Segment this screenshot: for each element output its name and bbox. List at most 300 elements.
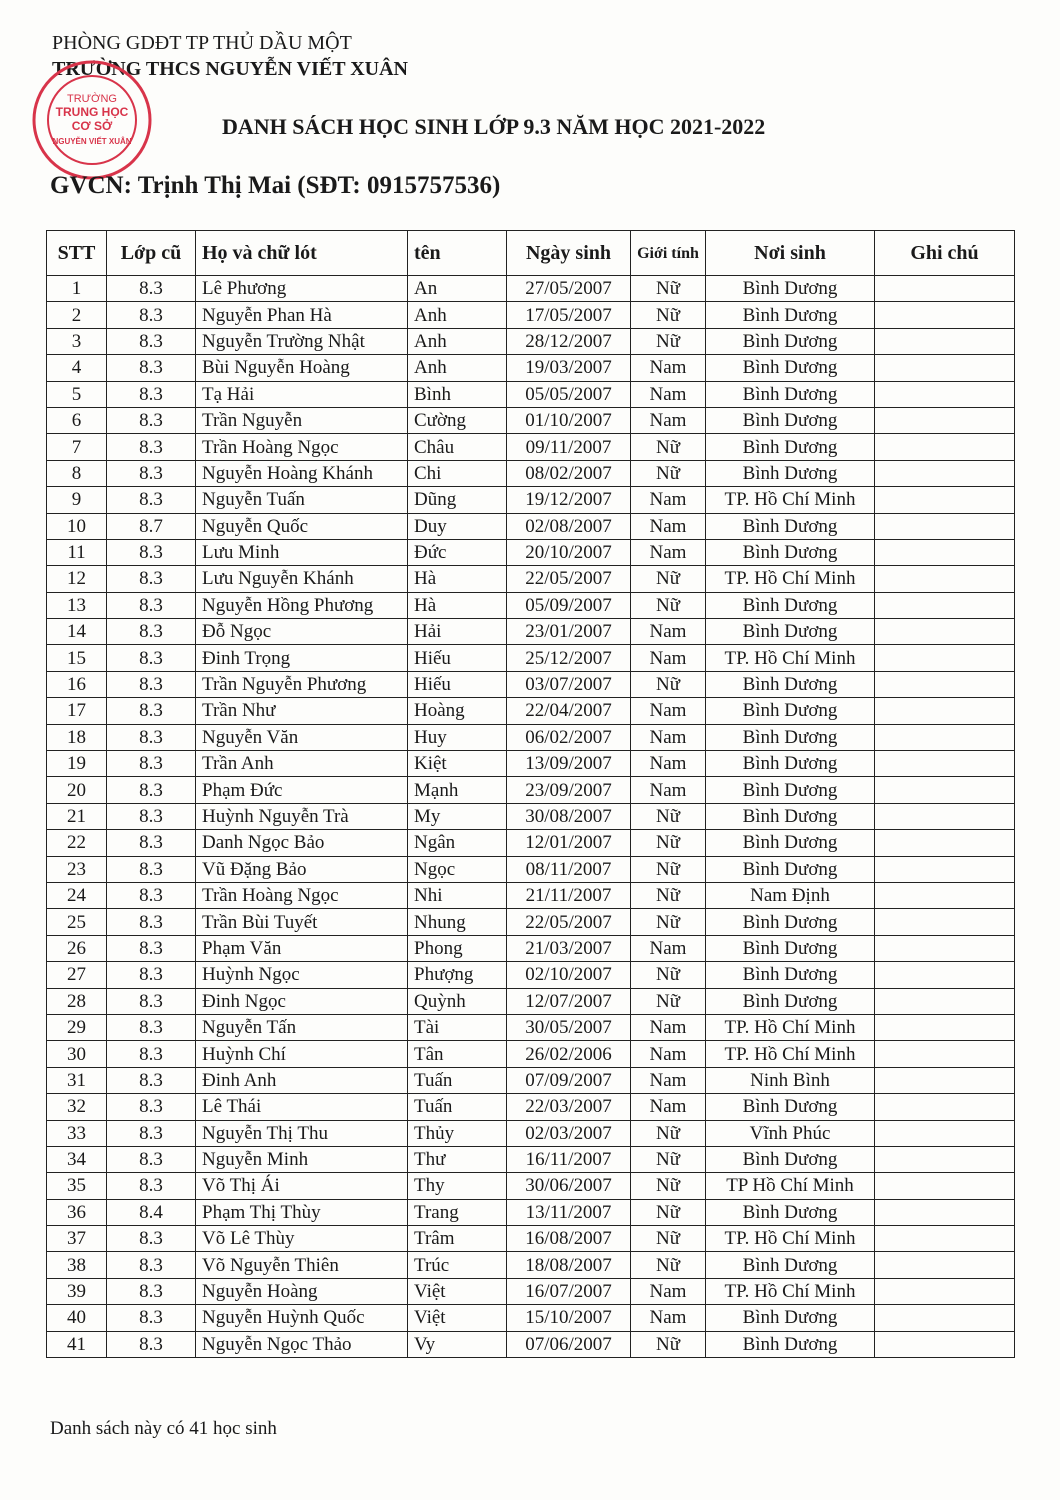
cell-given-name: Trúc xyxy=(408,1252,507,1278)
cell-birth-place: Bình Dương xyxy=(706,698,875,724)
table-row xyxy=(47,1226,1015,1252)
cell-note xyxy=(875,988,1015,1014)
cell-old-class: 8.3 xyxy=(107,487,196,513)
cell-stt: 39 xyxy=(47,1278,107,1304)
cell-old-class: 8.3 xyxy=(107,1067,196,1093)
cell-gender: Nữ xyxy=(631,882,706,908)
table-row xyxy=(47,487,1015,513)
cell-birth-date: 21/03/2007 xyxy=(507,935,631,961)
cell-birth-place: Bình Dương xyxy=(706,909,875,935)
cell-gender: Nữ xyxy=(631,962,706,988)
col-note: Ghi chú xyxy=(875,231,1015,276)
table-row xyxy=(47,592,1015,618)
cell-stt: 1 xyxy=(47,276,107,302)
cell-given-name: Anh xyxy=(408,302,507,328)
cell-old-class: 8.3 xyxy=(107,830,196,856)
cell-stt: 14 xyxy=(47,619,107,645)
cell-birth-date: 06/02/2007 xyxy=(507,724,631,750)
cell-birth-place: Bình Dương xyxy=(706,962,875,988)
cell-given-name: Thư xyxy=(408,1146,507,1172)
cell-stt: 35 xyxy=(47,1173,107,1199)
cell-old-class: 8.3 xyxy=(107,856,196,882)
table-row xyxy=(47,1331,1015,1357)
cell-note xyxy=(875,381,1015,407)
cell-birth-place: TP. Hồ Chí Minh xyxy=(706,566,875,592)
cell-gender: Nam xyxy=(631,777,706,803)
cell-given-name: Cường xyxy=(408,407,507,433)
cell-note xyxy=(875,539,1015,565)
cell-note xyxy=(875,909,1015,935)
cell-gender: Nam xyxy=(631,935,706,961)
cell-old-class: 8.3 xyxy=(107,909,196,935)
cell-old-class: 8.3 xyxy=(107,698,196,724)
cell-old-class: 8.3 xyxy=(107,434,196,460)
cell-birth-date: 02/03/2007 xyxy=(507,1120,631,1146)
cell-birth-place: TP. Hồ Chí Minh xyxy=(706,1226,875,1252)
table-row xyxy=(47,724,1015,750)
cell-birth-date: 08/02/2007 xyxy=(507,460,631,486)
cell-gender: Nam xyxy=(631,539,706,565)
cell-given-name: Tân xyxy=(408,1041,507,1067)
cell-surname: Tạ Hải xyxy=(196,381,408,407)
cell-note xyxy=(875,698,1015,724)
cell-gender: Nam xyxy=(631,513,706,539)
cell-gender: Nữ xyxy=(631,1199,706,1225)
cell-birth-place: Bình Dương xyxy=(706,1094,875,1120)
table-row xyxy=(47,434,1015,460)
school-name: TRƯỜNG THCS NGUYỄN VIẾT XUÂN xyxy=(52,58,408,80)
cell-old-class: 8.3 xyxy=(107,962,196,988)
cell-stt: 40 xyxy=(47,1305,107,1331)
col-stt: STT xyxy=(47,231,107,276)
cell-birth-place: Bình Dương xyxy=(706,302,875,328)
cell-birth-place: Bình Dương xyxy=(706,803,875,829)
cell-gender: Nữ xyxy=(631,1226,706,1252)
cell-surname: Phạm Đức xyxy=(196,777,408,803)
cell-gender: Nữ xyxy=(631,1120,706,1146)
cell-stt: 12 xyxy=(47,566,107,592)
cell-birth-place: TP. Hồ Chí Minh xyxy=(706,1278,875,1304)
table-row xyxy=(47,355,1015,381)
cell-gender: Nam xyxy=(631,355,706,381)
cell-gender: Nữ xyxy=(631,1146,706,1172)
cell-stt: 17 xyxy=(47,698,107,724)
cell-gender: Nữ xyxy=(631,1331,706,1357)
cell-birth-date: 16/07/2007 xyxy=(507,1278,631,1304)
table-body xyxy=(47,276,1015,1358)
cell-birth-date: 13/09/2007 xyxy=(507,751,631,777)
cell-note xyxy=(875,803,1015,829)
cell-gender: Nam xyxy=(631,1014,706,1040)
cell-note xyxy=(875,1173,1015,1199)
cell-old-class: 8.3 xyxy=(107,803,196,829)
cell-birth-place: Vĩnh Phúc xyxy=(706,1120,875,1146)
department-name: PHÒNG GDĐT TP THỦ DẦU MỘT xyxy=(52,32,352,54)
cell-surname: Trần Hoàng Ngọc xyxy=(196,882,408,908)
cell-note xyxy=(875,1305,1015,1331)
cell-stt: 31 xyxy=(47,1067,107,1093)
cell-note xyxy=(875,962,1015,988)
cell-birth-date: 16/11/2007 xyxy=(507,1146,631,1172)
cell-surname: Nguyễn Trường Nhật xyxy=(196,328,408,354)
cell-given-name: Châu xyxy=(408,434,507,460)
cell-given-name: Kiệt xyxy=(408,751,507,777)
cell-birth-place: Bình Dương xyxy=(706,434,875,460)
col-gender: Giới tính xyxy=(631,231,706,276)
cell-old-class: 8.3 xyxy=(107,1041,196,1067)
cell-birth-place: Bình Dương xyxy=(706,539,875,565)
cell-birth-date: 22/03/2007 xyxy=(507,1094,631,1120)
cell-surname: Nguyễn Hoàng Khánh xyxy=(196,460,408,486)
col-old-class: Lớp cũ xyxy=(107,231,196,276)
col-given-name: tên xyxy=(408,231,507,276)
cell-note xyxy=(875,592,1015,618)
table-row xyxy=(47,1252,1015,1278)
table-row xyxy=(47,619,1015,645)
cell-birth-date: 07/09/2007 xyxy=(507,1067,631,1093)
cell-gender: Nữ xyxy=(631,988,706,1014)
cell-gender: Nữ xyxy=(631,856,706,882)
cell-old-class: 8.3 xyxy=(107,1146,196,1172)
cell-birth-date: 30/06/2007 xyxy=(507,1173,631,1199)
cell-stt: 5 xyxy=(47,381,107,407)
cell-birth-date: 15/10/2007 xyxy=(507,1305,631,1331)
table-row xyxy=(47,1014,1015,1040)
cell-note xyxy=(875,487,1015,513)
cell-surname: Nguyễn Tấn xyxy=(196,1014,408,1040)
cell-note xyxy=(875,671,1015,697)
cell-birth-place: Bình Dương xyxy=(706,1331,875,1357)
cell-birth-place: Bình Dương xyxy=(706,830,875,856)
cell-old-class: 8.3 xyxy=(107,671,196,697)
cell-birth-place: Bình Dương xyxy=(706,1305,875,1331)
cell-old-class: 8.3 xyxy=(107,1014,196,1040)
cell-birth-place: TP Hồ Chí Minh xyxy=(706,1173,875,1199)
col-birth-place: Nơi sinh xyxy=(706,231,875,276)
cell-old-class: 8.3 xyxy=(107,751,196,777)
cell-gender: Nữ xyxy=(631,566,706,592)
cell-birth-date: 27/05/2007 xyxy=(507,276,631,302)
cell-given-name: Phong xyxy=(408,935,507,961)
cell-gender: Nam xyxy=(631,487,706,513)
cell-stt: 19 xyxy=(47,751,107,777)
cell-stt: 16 xyxy=(47,671,107,697)
cell-birth-place: Bình Dương xyxy=(706,355,875,381)
cell-stt: 28 xyxy=(47,988,107,1014)
cell-gender: Nam xyxy=(631,619,706,645)
cell-surname: Danh Ngọc Bảo xyxy=(196,830,408,856)
cell-stt: 24 xyxy=(47,882,107,908)
table-row xyxy=(47,803,1015,829)
cell-stt: 11 xyxy=(47,539,107,565)
cell-gender: Nam xyxy=(631,698,706,724)
cell-gender: Nam xyxy=(631,751,706,777)
cell-birth-place: Bình Dương xyxy=(706,935,875,961)
cell-gender: Nữ xyxy=(631,671,706,697)
cell-note xyxy=(875,645,1015,671)
cell-stt: 27 xyxy=(47,962,107,988)
table-row xyxy=(47,1041,1015,1067)
cell-birth-place: Bình Dương xyxy=(706,276,875,302)
cell-birth-place: Bình Dương xyxy=(706,671,875,697)
cell-surname: Huỳnh Chí xyxy=(196,1041,408,1067)
cell-stt: 23 xyxy=(47,856,107,882)
cell-surname: Đinh Anh xyxy=(196,1067,408,1093)
student-list-table xyxy=(46,230,1015,1358)
cell-birth-date: 30/08/2007 xyxy=(507,803,631,829)
cell-old-class: 8.3 xyxy=(107,328,196,354)
cell-surname: Trần Anh xyxy=(196,751,408,777)
cell-surname: Nguyễn Quốc xyxy=(196,513,408,539)
cell-stt: 4 xyxy=(47,355,107,381)
col-surname: Họ và chữ lót xyxy=(196,231,408,276)
cell-stt: 30 xyxy=(47,1041,107,1067)
cell-given-name: Trâm xyxy=(408,1226,507,1252)
cell-stt: 38 xyxy=(47,1252,107,1278)
cell-birth-date: 22/05/2007 xyxy=(507,909,631,935)
cell-note xyxy=(875,460,1015,486)
cell-birth-date: 03/07/2007 xyxy=(507,671,631,697)
cell-old-class: 8.3 xyxy=(107,1331,196,1357)
cell-stt: 37 xyxy=(47,1226,107,1252)
cell-surname: Trần Hoàng Ngọc xyxy=(196,434,408,460)
cell-given-name: Trang xyxy=(408,1199,507,1225)
cell-surname: Võ Lê Thùy xyxy=(196,1226,408,1252)
cell-given-name: Hải xyxy=(408,619,507,645)
cell-birth-date: 02/10/2007 xyxy=(507,962,631,988)
cell-birth-place: Bình Dương xyxy=(706,592,875,618)
cell-stt: 9 xyxy=(47,487,107,513)
cell-birth-place: Bình Dương xyxy=(706,619,875,645)
cell-gender: Nữ xyxy=(631,434,706,460)
cell-birth-date: 07/06/2007 xyxy=(507,1331,631,1357)
cell-note xyxy=(875,355,1015,381)
cell-note xyxy=(875,1014,1015,1040)
cell-stt: 15 xyxy=(47,645,107,671)
table-row xyxy=(47,381,1015,407)
cell-given-name: Hà xyxy=(408,592,507,618)
cell-stt: 8 xyxy=(47,460,107,486)
cell-given-name: Nhi xyxy=(408,882,507,908)
cell-gender: Nam xyxy=(631,1305,706,1331)
cell-old-class: 8.3 xyxy=(107,1252,196,1278)
cell-surname: Nguyễn Phan Hà xyxy=(196,302,408,328)
cell-given-name: Ngân xyxy=(408,830,507,856)
cell-birth-date: 26/02/2006 xyxy=(507,1041,631,1067)
cell-given-name: Duy xyxy=(408,513,507,539)
seal-line4: NGUYỄN VIẾT XUÂN xyxy=(52,137,132,146)
cell-birth-date: 21/11/2007 xyxy=(507,882,631,908)
cell-surname: Huỳnh Nguyễn Trà xyxy=(196,803,408,829)
table-row xyxy=(47,962,1015,988)
cell-surname: Lưu Minh xyxy=(196,539,408,565)
cell-given-name: My xyxy=(408,803,507,829)
cell-birth-date: 12/07/2007 xyxy=(507,988,631,1014)
seal-line3: CƠ SỞ xyxy=(71,119,113,133)
table-row xyxy=(47,1199,1015,1225)
cell-surname: Phạm Văn xyxy=(196,935,408,961)
table-row xyxy=(47,1146,1015,1172)
cell-given-name: Phượng xyxy=(408,962,507,988)
cell-birth-date: 12/01/2007 xyxy=(507,830,631,856)
cell-stt: 36 xyxy=(47,1199,107,1225)
cell-old-class: 8.3 xyxy=(107,645,196,671)
cell-birth-date: 25/12/2007 xyxy=(507,645,631,671)
table-row xyxy=(47,777,1015,803)
cell-gender: Nữ xyxy=(631,803,706,829)
cell-given-name: Quỳnh xyxy=(408,988,507,1014)
cell-note xyxy=(875,513,1015,539)
cell-stt: 7 xyxy=(47,434,107,460)
cell-birth-date: 20/10/2007 xyxy=(507,539,631,565)
cell-birth-date: 05/09/2007 xyxy=(507,592,631,618)
cell-given-name: Mạnh xyxy=(408,777,507,803)
cell-note xyxy=(875,1041,1015,1067)
cell-birth-place: TP. Hồ Chí Minh xyxy=(706,1014,875,1040)
table-header-row xyxy=(47,231,1015,276)
cell-birth-date: 28/12/2007 xyxy=(507,328,631,354)
cell-gender: Nam xyxy=(631,1041,706,1067)
cell-gender: Nữ xyxy=(631,592,706,618)
cell-note xyxy=(875,1094,1015,1120)
cell-given-name: Thy xyxy=(408,1173,507,1199)
cell-surname: Phạm Thị Thùy xyxy=(196,1199,408,1225)
cell-note xyxy=(875,935,1015,961)
cell-birth-place: Nam Định xyxy=(706,882,875,908)
cell-old-class: 8.3 xyxy=(107,276,196,302)
cell-surname: Huỳnh Ngọc xyxy=(196,962,408,988)
cell-gender: Nữ xyxy=(631,276,706,302)
table-row xyxy=(47,328,1015,354)
seal-line2: TRUNG HỌC xyxy=(55,105,129,119)
cell-birth-place: Bình Dương xyxy=(706,724,875,750)
table-row xyxy=(47,1067,1015,1093)
cell-note xyxy=(875,566,1015,592)
cell-surname: Nguyễn Minh xyxy=(196,1146,408,1172)
cell-surname: Lê Thái xyxy=(196,1094,408,1120)
cell-note xyxy=(875,302,1015,328)
cell-birth-place: Bình Dương xyxy=(706,1199,875,1225)
cell-birth-place: Bình Dương xyxy=(706,751,875,777)
cell-old-class: 8.3 xyxy=(107,539,196,565)
cell-note xyxy=(875,777,1015,803)
cell-old-class: 8.3 xyxy=(107,777,196,803)
cell-note xyxy=(875,1252,1015,1278)
cell-surname: Võ Thị Ái xyxy=(196,1173,408,1199)
table-row xyxy=(47,751,1015,777)
table-row xyxy=(47,1173,1015,1199)
cell-birth-date: 18/08/2007 xyxy=(507,1252,631,1278)
cell-gender: Nam xyxy=(631,381,706,407)
cell-note xyxy=(875,830,1015,856)
cell-stt: 25 xyxy=(47,909,107,935)
cell-given-name: Tuấn xyxy=(408,1094,507,1120)
cell-surname: Võ Nguyễn Thiên xyxy=(196,1252,408,1278)
cell-stt: 18 xyxy=(47,724,107,750)
cell-surname: Bùi Nguyễn Hoàng xyxy=(196,355,408,381)
cell-given-name: Anh xyxy=(408,328,507,354)
cell-old-class: 8.3 xyxy=(107,724,196,750)
table-row xyxy=(47,1120,1015,1146)
cell-birth-date: 02/08/2007 xyxy=(507,513,631,539)
cell-given-name: Anh xyxy=(408,355,507,381)
cell-given-name: Hiếu xyxy=(408,671,507,697)
cell-birth-date: 08/11/2007 xyxy=(507,856,631,882)
cell-birth-place: Bình Dương xyxy=(706,777,875,803)
table-row xyxy=(47,698,1015,724)
cell-birth-place: Bình Dương xyxy=(706,407,875,433)
cell-note xyxy=(875,751,1015,777)
cell-given-name: Bình xyxy=(408,381,507,407)
cell-birth-date: 23/09/2007 xyxy=(507,777,631,803)
cell-gender: Nam xyxy=(631,1067,706,1093)
table-row xyxy=(47,856,1015,882)
document-title: DANH SÁCH HỌC SINH LỚP 9.3 NĂM HỌC 2021-2022 xyxy=(222,114,766,139)
cell-given-name: Huy xyxy=(408,724,507,750)
cell-note xyxy=(875,434,1015,460)
cell-stt: 3 xyxy=(47,328,107,354)
table-row xyxy=(47,539,1015,565)
table-row xyxy=(47,830,1015,856)
cell-surname: Nguyễn Tuấn xyxy=(196,487,408,513)
table-row xyxy=(47,407,1015,433)
cell-birth-date: 23/01/2007 xyxy=(507,619,631,645)
cell-given-name: An xyxy=(408,276,507,302)
cell-given-name: Việt xyxy=(408,1278,507,1304)
cell-surname: Nguyễn Ngọc Thảo xyxy=(196,1331,408,1357)
table-row xyxy=(47,645,1015,671)
cell-surname: Nguyễn Huỳnh Quốc xyxy=(196,1305,408,1331)
student-count-note: Danh sách này có 41 học sinh xyxy=(50,1418,277,1439)
cell-note xyxy=(875,1120,1015,1146)
cell-birth-place: Bình Dương xyxy=(706,1252,875,1278)
cell-given-name: Việt xyxy=(408,1305,507,1331)
cell-surname: Đinh Trọng xyxy=(196,645,408,671)
cell-old-class: 8.3 xyxy=(107,1305,196,1331)
cell-old-class: 8.3 xyxy=(107,302,196,328)
cell-old-class: 8.4 xyxy=(107,1199,196,1225)
cell-given-name: Tuấn xyxy=(408,1067,507,1093)
cell-given-name: Nhung xyxy=(408,909,507,935)
cell-surname: Trần Bùi Tuyết xyxy=(196,909,408,935)
cell-old-class: 8.3 xyxy=(107,1120,196,1146)
table-row xyxy=(47,935,1015,961)
cell-note xyxy=(875,1331,1015,1357)
cell-birth-place: Bình Dương xyxy=(706,513,875,539)
cell-birth-date: 16/08/2007 xyxy=(507,1226,631,1252)
cell-old-class: 8.3 xyxy=(107,882,196,908)
cell-surname: Đỗ Ngọc xyxy=(196,619,408,645)
cell-stt: 34 xyxy=(47,1146,107,1172)
cell-gender: Nữ xyxy=(631,1173,706,1199)
cell-gender: Nữ xyxy=(631,1252,706,1278)
cell-birth-place: Bình Dương xyxy=(706,328,875,354)
table-row xyxy=(47,566,1015,592)
cell-birth-place: TP. Hồ Chí Minh xyxy=(706,487,875,513)
cell-stt: 20 xyxy=(47,777,107,803)
cell-birth-place: Bình Dương xyxy=(706,460,875,486)
seal-line1: TRƯỜNG xyxy=(67,93,117,105)
table-row xyxy=(47,909,1015,935)
table-row xyxy=(47,276,1015,302)
cell-old-class: 8.3 xyxy=(107,407,196,433)
cell-surname: Lưu Nguyễn Khánh xyxy=(196,566,408,592)
cell-old-class: 8.3 xyxy=(107,988,196,1014)
cell-birth-place: TP. Hồ Chí Minh xyxy=(706,645,875,671)
cell-birth-date: 30/05/2007 xyxy=(507,1014,631,1040)
cell-birth-place: Bình Dương xyxy=(706,856,875,882)
cell-given-name: Ngọc xyxy=(408,856,507,882)
